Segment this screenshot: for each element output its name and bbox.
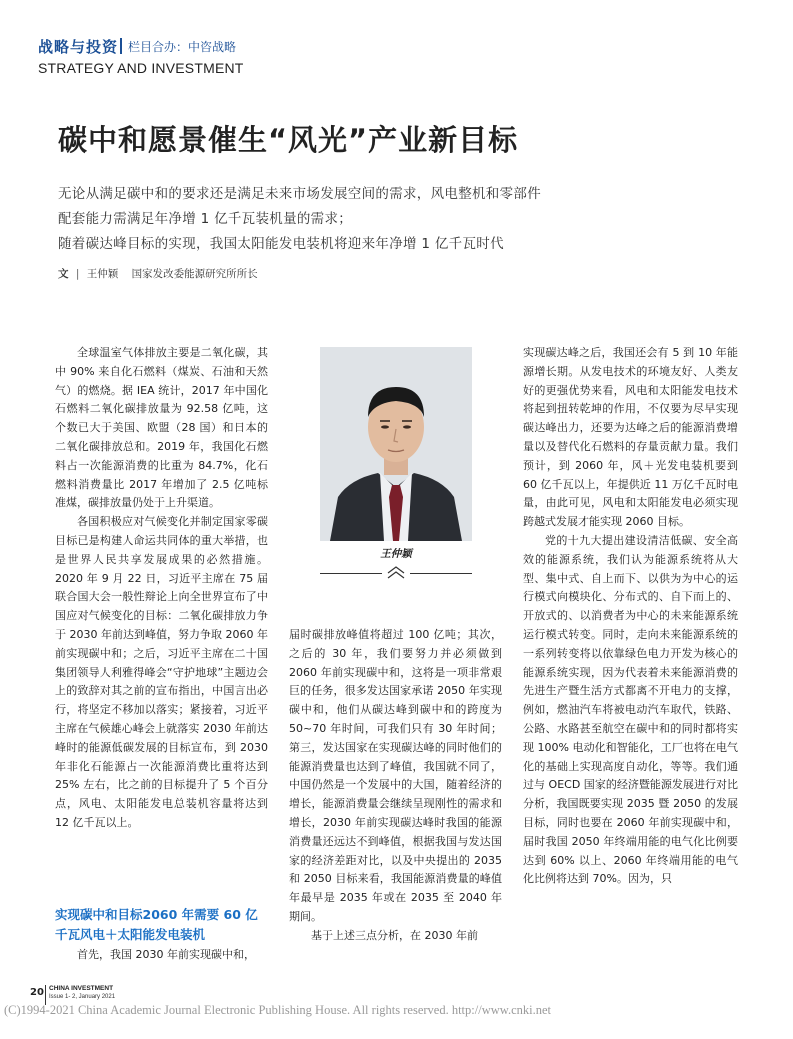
body-column-1-continued bbox=[55, 946, 268, 965]
double-chevron-icon bbox=[386, 565, 406, 579]
paragraph: 基于上述三点分析，在 2030 年前 bbox=[311, 928, 478, 942]
paragraph: 届时碳排放峰值将超过 100 亿吨；其次，之后的 30 年，我们要努力并必须做到 2060 年前实现碳中和，这将是一项非常艰巨的任务，很多发达国家承诺 2050 年实现碳中和，他们从碳达峰到碳中和的跨度为 50~70 年时间，可我们只有 30 年时间；第三，发达国家在实现碳达峰的同时他们的能源消费量也达到了峰值，我国就不同了，中国仍然是一个发展中的大国，随着经济的增长，能源消费量会继续呈现刚性的需求和增长，2030 年前实现碳达峰时我国的能源消费量还远达不到峰值，根据我国与发达国家的经济差距对比，以及中央提出的 2035 和 2050 目标来看，我国能源消费量的峰值年最早是 2035 年或在 2035 至 2040 年期间。 bbox=[289, 628, 502, 923]
photo-caption: 王仲颖 bbox=[380, 548, 412, 560]
copyright-watermark: (C)1994-2021 China Academic Journal Electronic Publishing House. All rights reserved. http://www.cnki.net bbox=[4, 1003, 552, 1017]
lead-line-2: 配套能力需满足年净增 1 亿千瓦装机量的需求； bbox=[58, 211, 353, 227]
lead-line-1: 无论从满足碳中和的要求还是满足未来市场发展空间的需求，风电整机和零部件 bbox=[58, 186, 541, 202]
paragraph: 实现碳达峰之后，我国还会有 5 到 10 年能源增长期。从发电技术的环境友好、人类友好的更强优势来看，风电和太阳能发电技术将起到扭转乾坤的作用，不仅要为尽早实现碳达峰出力，还要为达峰之后的能源消费增量以及替代化石燃料的存量贡献力量。我们预计，到 2060 年，风＋光发电装机要到 60 亿千瓦以上，年提供近 11 万亿千瓦时电量，由此可见，风电和太阳能发电必须实现跨越式发展才能实现 2060 目标。 bbox=[523, 346, 738, 529]
paragraph: 全球温室气体排放主要是二氧化碳，其中 90% 来自化石燃料（煤炭、石油和天然气）的燃烧。据 IEA 统计，2017 年中国化石燃料二氧化碳排放量为 92.58 亿吨，这个数已大于美国、欧盟（28 国）和日本的二氧化碳排放总和。2019 年，我国化石燃料占一次能源消费的比重为 84.7%，化石燃料消费量比 2017 年增加了 2.5 亿吨标准煤，碳排放量仍处于上升渠道。 bbox=[55, 346, 268, 510]
paragraph: 党的十九大提出建设清洁低碳、安全高效的能源系统，我们认为能源系统将从大型、集中式、自上而下、以供为为中心的运行模式向模块化、分布式的、自下而上的、开放式的、以消费者为中心的未来能源系统运行模式转变。同时，走向未来能源系统的一系列转变将以依靠绿色电力开发为核心的能源系统实现，因为代表着未来能源消费的先进生产暨生活方式都离不开电力的支撑，例如，燃油汽车将被电动汽车取代，铁路、公路、水路甚至航空在碳中和的同时都将实现 100% 电动化和智能化，工厂也将在电气化的基础上实现高度自动化，等等。我们通过与 OECD 国家的经济暨能源发展进行对比分析，我国既要实现 2035 暨 2050 的发展目标，同时也要在 2060 年前实现碳中和，届时我国 2050 年终端用能的电气化比例要达到 60% 以上、2060 年终端用能的电气化比例将达到 70%。因为，只 bbox=[523, 533, 738, 886]
section-divider bbox=[120, 38, 122, 54]
byline-prefix: 文 bbox=[58, 268, 69, 280]
byline bbox=[58, 266, 258, 281]
portrait-illustration bbox=[320, 347, 472, 541]
body-column-1 bbox=[55, 344, 268, 833]
caption-rule-left bbox=[320, 573, 382, 574]
paragraph: 首先，我国 2030 年前实现碳中和， bbox=[77, 948, 255, 961]
author-photo bbox=[320, 347, 472, 541]
footer-issue: Issue 1- 2, January 2021 bbox=[49, 994, 116, 1000]
page-number: 20 bbox=[30, 987, 44, 998]
caption-rule-right bbox=[410, 573, 472, 574]
section-title-english: STRATEGY AND INVESTMENT bbox=[38, 60, 244, 76]
footer-divider bbox=[45, 985, 46, 1005]
byline-separator: | bbox=[75, 268, 80, 280]
body-column-2 bbox=[289, 626, 502, 946]
byline-author: 王仲颖 bbox=[86, 268, 119, 280]
lead-line-3: 随着碳达峰目标的实现，我国太阳能发电装机将迎来年净增 1 亿千瓦时代 bbox=[58, 236, 504, 252]
paragraph: 各国积极应对气候变化并制定国家零碳目标已是构建人命运共同体的重大举措，也是世界人民共享发展成果的必然措施。2020 年 9 月 22 日，习近平主席在 75 届联合国大会一般性辩论上向全世界宣布了中国应对气候变化的目标：二氧化碳排放力争于 2030 年前达到峰值，努力争取 2060 年前实现碳中和；之后，习近平主席在二十国集团领导人利雅得峰会“守护地球”主题边会上的致辞对其之前的宣布指出，中国言出必行，将坚定不移加以落实；紧接着，习近平主席在气候雄心峰会上就落实 2030 年前达峰时的能源低碳发展的目标宣布，到 2030 年非化石能源占一次能源消费比重将达到 25% 左右，比之前的目标提升了 5 个百分点，风电、太阳能发电总装机容量将达到 12 亿千瓦以上。 bbox=[55, 515, 268, 829]
byline-affiliation: 国家发改委能源研究所所长 bbox=[131, 268, 258, 280]
footer-magazine: CHINA INVESTMENT bbox=[49, 985, 114, 992]
article-title: 碳中和愿景催生“风光”产业新目标 bbox=[58, 123, 519, 157]
section-subheading: 实现碳中和目标2060 年需要 60 亿千瓦风电＋太阳能发电装机 bbox=[55, 907, 258, 942]
section-subtitle: 栏目合办：中咨战略 bbox=[128, 40, 237, 54]
section-title: 战略与投资 bbox=[38, 38, 119, 56]
body-column-3 bbox=[523, 344, 738, 889]
